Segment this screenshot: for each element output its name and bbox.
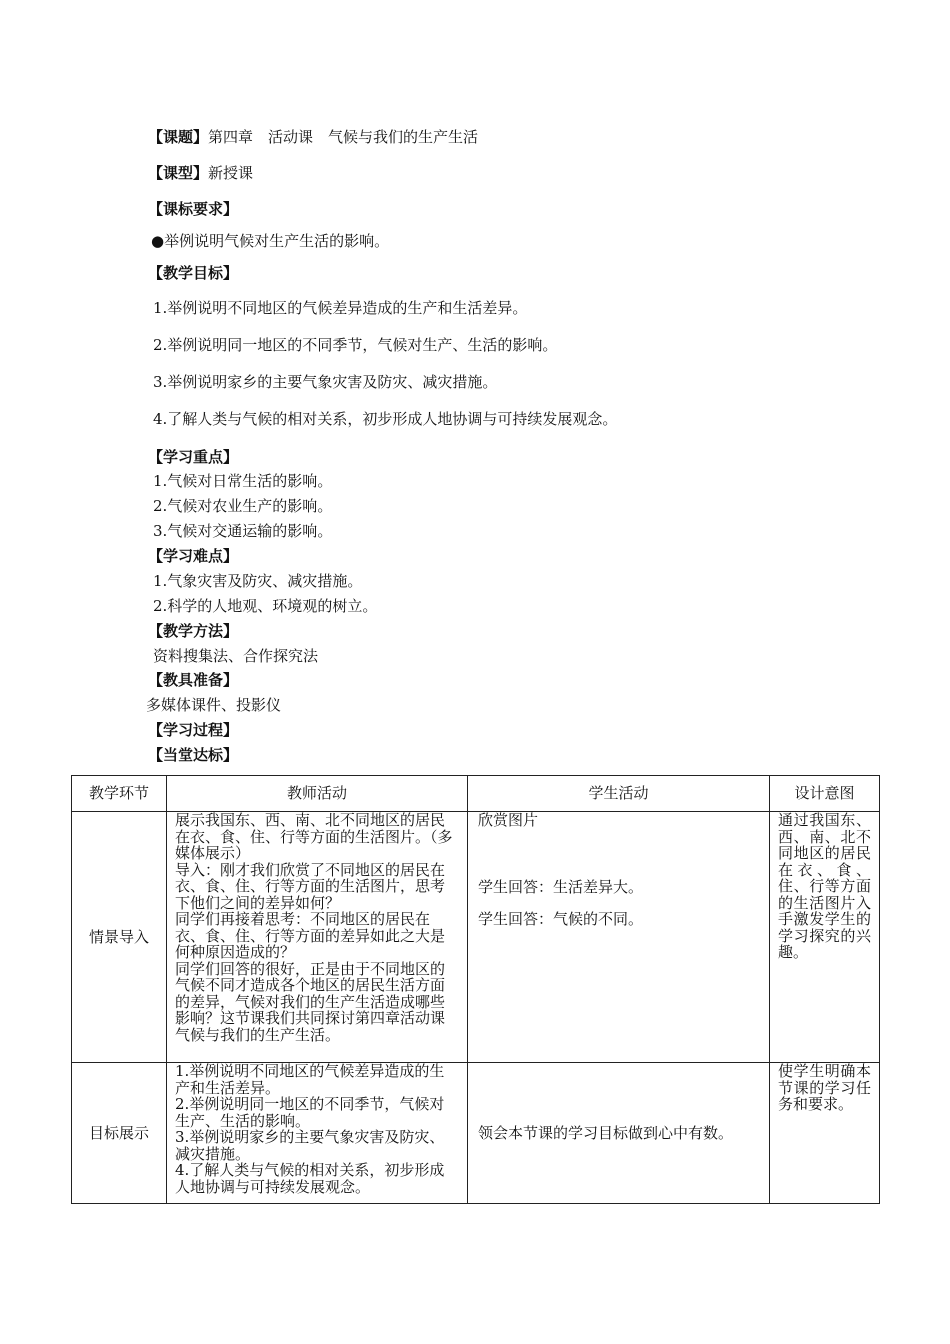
teacher-paragraph: 1.举例说明不同地区的气候差异造成的生产和生活差异。: [175, 1062, 445, 1097]
stage-cell: 情景导入: [72, 812, 167, 1063]
table-header-row: [72, 776, 880, 812]
teacher-activity-cell: [167, 812, 468, 1063]
standard-item: ●举例说明气候对生产生活的影响。: [151, 232, 390, 250]
column-header-intent: 设计意图: [770, 776, 880, 812]
difficulty-item: 2.科学的人地观、环境观的树立。: [153, 597, 378, 615]
topic-label: 【课题】: [148, 128, 209, 146]
student-paragraph: 学生回答：生活差异大。: [478, 877, 644, 896]
student-paragraph: 欣赏图片: [478, 811, 539, 829]
table-row: [72, 812, 880, 1063]
key-point-item: 2.气候对农业生产的影响。: [153, 497, 333, 515]
goal-item: 4.了解人类与气候的相对关系，初步形成人地协调与可持续发展观念。: [153, 410, 618, 428]
teacher-paragraph: 4.了解人类与气候的相对关系，初步形成人地协调与可持续发展观念。: [175, 1161, 445, 1196]
methods-label: 【教学方法】: [148, 622, 239, 640]
methods-value: 资料搜集法、合作探究法: [153, 647, 319, 665]
goal-item: 1.举例说明不同地区的气候差异造成的生产和生活差异。: [153, 299, 528, 317]
assessment-label: 【当堂达标】: [148, 746, 239, 764]
process-label: 【学习过程】: [148, 721, 239, 739]
topic-line: [148, 128, 478, 146]
topic-value: 第四章 活动课 气候与我们的生产生活: [208, 128, 479, 146]
difficulty-item: 1.气象灾害及防灾、减灾措施。: [153, 572, 363, 590]
type-label: 【课型】: [148, 164, 209, 182]
materials-value: 多媒体课件、投影仪: [146, 696, 282, 714]
student-activity-cell: [468, 1063, 770, 1204]
design-intent-cell: 使学生明确本节课的学习任务和要求。: [770, 1063, 880, 1204]
lesson-table: [71, 775, 880, 1204]
column-header-student: 学生活动: [468, 776, 770, 812]
student-paragraph: 学生回答：气候的不同。: [478, 910, 644, 928]
student-paragraph: 领会本节课的学习目标做到心中有数。: [478, 1123, 734, 1142]
goal-item: 2.举例说明同一地区的不同季节，气候对生产、生活的影响。: [153, 336, 558, 354]
teacher-activity-cell: [167, 1063, 468, 1204]
type-value: 新授课: [208, 164, 254, 182]
key-point-item: 3.气候对交通运输的影响。: [153, 522, 333, 540]
stage-cell: 目标展示: [72, 1063, 167, 1204]
key-point-item: 1.气候对日常生活的影响。: [153, 472, 333, 490]
teacher-paragraph: 导入：刚才我们欣赏了不同地区的居民在衣、食、住、行等方面的生活图片，思考下他们之间的差异如何？: [175, 860, 446, 912]
student-activity-cell: [468, 812, 770, 1063]
type-line: [148, 164, 253, 182]
difficulties-label: 【学习难点】: [148, 547, 239, 565]
standard-label: 【课标要求】: [148, 200, 239, 218]
teacher-paragraph: 同学们再接着思考：不同地区的居民在衣、食、住、行等方面的差异如此之大是何种原因造成的？: [175, 910, 446, 961]
column-header-stage: 教学环节: [72, 776, 167, 812]
design-intent-cell: 通过我国东、西、南、北不同地区的居民在衣、食、住、行等方面的生活图片入手激发学生的学习探究的兴趣。: [770, 812, 880, 1063]
teacher-paragraph: 同学们回答的很好，正是由于不同地区的气候不同才造成各个地区的居民生活方面的差异，气候对我们的生产生活造成哪些影响？这节课我们共同探讨第四章活动课气候与我们的生产生活。: [175, 959, 446, 1044]
table-row: [72, 1063, 880, 1204]
teacher-paragraph: 3.举例说明家乡的主要气象灾害及防灾、减灾措施。: [175, 1128, 445, 1163]
key-points-label: 【学习重点】: [148, 448, 239, 466]
goal-item: 3.举例说明家乡的主要气象灾害及防灾、减灾措施。: [153, 373, 498, 391]
goals-label: 【教学目标】: [148, 264, 239, 282]
teacher-paragraph: 2.举例说明同一地区的不同季节，气候对生产、生活的影响。: [175, 1095, 445, 1130]
materials-label: 【教具准备】: [148, 671, 239, 689]
column-header-teacher: 教师活动: [167, 776, 468, 812]
teacher-paragraph: 展示我国东、西、南、北不同地区的居民在衣、食、住、行等方面的生活图片。（多媒体展示）: [175, 811, 453, 862]
